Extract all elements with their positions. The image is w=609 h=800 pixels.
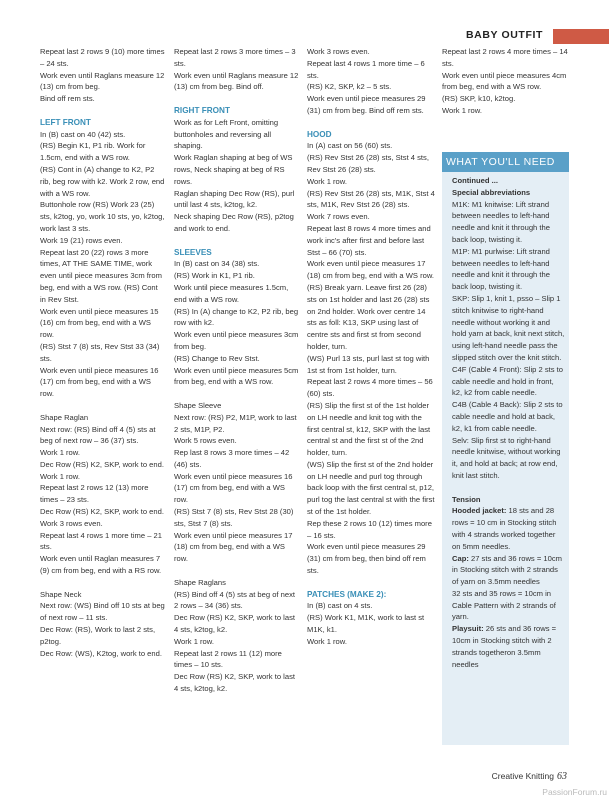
section-heading-hood: HOOD	[307, 129, 332, 139]
instruction-line: Work 19 (21) rows even.	[40, 235, 123, 245]
page-footer	[492, 771, 567, 782]
instruction-line: Bind off rem sts.	[40, 94, 95, 104]
instruction-line: (RS) SKP, k10, k2tog.	[442, 94, 516, 104]
instruction-line: Work 1 row.	[40, 448, 80, 458]
abbreviation-entry: C4B (Cable 4 Back): Slip 2 sts to cable needle and hold at back, k2, k1 from cable needle.	[452, 400, 563, 433]
instruction-line: Repeat last 20 (22) rows 3 more times, AT THE SAME TIME, work even until piece measures 3cm from beg, end with a WS row. (RS) Cont in Rev Stst.	[40, 247, 162, 304]
instruction-line: (RS) In (A) change to K2, P2 rib, beg row with k2.	[174, 306, 299, 328]
tension-text: 27 sts and 36 rows = 10cm in Stocking stitch with 2 strands of yarn on 3.5mm needles	[452, 553, 562, 587]
instruction-line: Dec Row (RS) K2, SKP, work to end.	[40, 459, 164, 469]
instruction-line: Work 3 rows even.	[307, 47, 370, 56]
instruction-line: Repeat last 2 rows 4 more times – 56 (60) sts.	[307, 377, 433, 399]
tension-entry	[452, 553, 565, 588]
instruction-line: Work 1 row.	[442, 105, 482, 115]
spacer	[174, 93, 299, 105]
section-title: BABY OUTFIT	[466, 29, 543, 41]
instruction-line: (RS) Cont in (A) change to K2, P2 rib, beg row with k2. Work 2 row, end with a WS row.	[40, 164, 165, 198]
column-1	[40, 46, 165, 659]
tension-label: Playsuit:	[452, 624, 484, 634]
tension-entry	[452, 588, 565, 623]
instruction-line: (RS) K2, SKP, k2 – 5 sts.	[307, 82, 392, 92]
page-number: 63	[557, 771, 567, 782]
instruction-line: Work 1 row.	[307, 176, 347, 186]
instruction-line: Dec Row (RS) K2, SKP, work to last 4 sts, k2tog, k2.	[174, 613, 295, 635]
section-header	[444, 27, 609, 45]
instruction-line: (RS) Bind off 4 (5) sts at beg of next 2 rows – 34 (36) sts.	[174, 589, 295, 611]
spacer	[174, 388, 299, 400]
instruction-line: (RS) Rev Stst 26 (28) sts, Stst 4 sts, Rev Stst 26 (28) sts.	[307, 153, 429, 174]
header-accent-bar	[553, 29, 609, 44]
instruction-line: In (A) cast on 56 (60) sts.	[307, 141, 393, 151]
instruction-line: Work even until piece measures 29 (31) cm from beg. Bind off rem sts.	[307, 94, 426, 115]
tension-entry	[452, 505, 565, 552]
instruction-line: Work Raglan shaping at beg of WS rows, Neck shaping at beg of RS rows.	[174, 153, 293, 186]
box-body	[442, 172, 569, 670]
tension-heading: Tension	[452, 494, 481, 504]
spacer	[40, 577, 165, 589]
instruction-line: Rep last 8 rows 3 more times – 42 (46) sts.	[174, 448, 290, 469]
column-2	[174, 46, 299, 695]
spacer	[307, 117, 435, 129]
instruction-line: Work even until piece measures 16 (17) cm from beg, end with a WS row.	[40, 365, 159, 399]
instruction-line: Work 1 row.	[307, 636, 347, 646]
instruction-line: Repeat last 4 rows 1 more time – 21 sts.	[40, 530, 162, 552]
instruction-line: Work even until piece measures 15 (16) cm from beg, end with a WS row.	[40, 306, 159, 340]
instruction-line: Next row: (WS) Bind off 10 sts at beg of next row – 11 sts.	[40, 601, 165, 623]
instruction-line: Work even until piece measures 4cm from beg, end with a WS row.	[442, 70, 567, 92]
abbreviation-entry: M1K: M1 knitwise: Lift strand between needles to left-hand needle and knit it through the back loop, twisting it.	[452, 199, 550, 244]
tension-text: 32 sts and 35 rows = 10cm in Cable Pattern with 2 strands of yarn.	[452, 588, 556, 622]
instruction-line: Repeat last 2 rows 11 (12) more times – 10 sts.	[174, 648, 282, 670]
instruction-line: Work as for Left Front, omitting buttonholes and reversing all shaping.	[174, 117, 279, 151]
instruction-line: In (B) cast on 34 (38) sts.	[174, 259, 260, 269]
instruction-line: Work even until piece measures 17 (18) cm from beg, end with a WS row.	[174, 530, 293, 564]
abbreviation-entry: C4F (Cable 4 Front): Slip 2 sts to cable needle and hold in front, k2, k2 from cable needle.	[452, 364, 563, 398]
box-title: WHAT YOU'LL NEED	[442, 152, 569, 172]
instruction-line: (RS) Break yarn. Leave first 26 (28) sts on 1st holder and last 26 (28) sts on 2nd holder. Work over centre 14 sts as foll: K13, SKP using last of centre sts and first st from second holder, turn.	[307, 282, 430, 351]
instruction-line: Shape Sleeve	[174, 400, 222, 410]
tension-entry	[452, 623, 565, 670]
instruction-line: Repeat last 4 rows 1 more time – 6 sts.	[307, 58, 425, 80]
instruction-line: (RS) Slip the first st of the 1st holder on LH needle and knit tog with the first central st, k12, SKP with the last central st and the first st of the 2nd holder, turn.	[307, 400, 431, 458]
instruction-line: Work even until piece measures 3cm from beg.	[174, 330, 299, 351]
instruction-line: (RS) Begin K1, P1 rib. Work for 1.5cm, end with a WS row.	[40, 141, 146, 163]
box-continued: Continued ...	[452, 176, 498, 185]
instruction-line: Dec Row: (RS), Work to last 2 sts, p2tog.	[40, 625, 156, 646]
instruction-line: Work 1 row.	[40, 471, 80, 481]
instruction-line: Next row: (RS) Bind off 4 (5) sts at beg of next row – 36 (37) sts.	[40, 424, 156, 446]
instruction-line: Shape Raglan	[40, 412, 89, 422]
instruction-line: Shape Neck	[40, 589, 82, 599]
instruction-line: Dec Row (RS) K2, SKP, work to last 4 sts, k2tog, k2.	[174, 672, 295, 694]
section-heading-sleeves: SLEEVES	[174, 247, 212, 257]
instruction-line: Buttonhole row (RS) Work 23 (25) sts, k2tog, yo, work 10 sts, yo, k2tog, work last 3 sts.	[40, 200, 165, 233]
abbreviation-entry: M1P: M1 purlwise: Lift strand between needles to left-hand needle and knit it through the back loop, twisting it.	[452, 246, 550, 292]
instruction-line: Repeat last 2 rows 12 (13) more times – 23 sts.	[40, 483, 149, 505]
instruction-line: (RS) Change to Rev Stst.	[174, 353, 260, 363]
instruction-line: Work 7 rows even.	[307, 212, 370, 222]
instruction-line: (RS) Work K1, M1K, work to last st M1K, k1.	[307, 613, 425, 635]
abbreviations-heading: Special abbreviations	[452, 187, 531, 197]
instruction-line: Work even until piece measures 17 (18) cm from beg, end with a WS row.	[307, 259, 435, 281]
watermark: PassionForum.ru	[542, 787, 607, 797]
instruction-line: Work even until piece measures 5cm from beg, end with a WS row.	[174, 365, 299, 387]
tension-list	[452, 505, 565, 670]
instruction-line: Dec Row: (WS), K2tog, work to end.	[40, 648, 162, 658]
tension-label: Cap:	[452, 553, 469, 563]
instruction-line: (WS) Slip the first st of the 2nd holder on LH needle and purl tog through back loop with the first central st, p12, purl tog the last central st with the first st of the 1st holder.	[307, 459, 435, 517]
spacer	[307, 577, 435, 589]
instruction-line: Repeat last 8 rows 4 more times and work inc's after first and before last Stst – 66 (70) sts.	[307, 223, 431, 257]
instruction-line: Work even until Raglans measure 12 (13) cm from beg. Bind off.	[174, 70, 299, 92]
instruction-line: Work even until piece measures 29 (31) cm from beg, then bind off rem sts.	[307, 542, 426, 576]
abbreviations-list	[452, 199, 565, 482]
instruction-line: (WS) Purl 13 sts, purl last st tog with 1st st from 1st holder, turn.	[307, 353, 430, 375]
instruction-line: Raglan shaping Dec Row (RS), purl until last 4 sts, k2tog, k2.	[174, 188, 295, 210]
instruction-line: Rep these 2 rows 10 (12) times more – 16 sts.	[307, 518, 432, 540]
instruction-line: In (B) cast on 40 (42) sts.	[40, 129, 126, 139]
spacer	[40, 400, 165, 412]
instruction-line: Shape Raglans	[174, 577, 226, 587]
instruction-line: Dec Row (RS) K2, SKP, work to end.	[40, 507, 164, 517]
instruction-line: (RS) Stst 7 (8) sts, Rev Stst 28 (30) sts, Stst 7 (8) sts.	[174, 507, 294, 528]
section-heading-right-front: RIGHT FRONT	[174, 105, 230, 115]
instruction-line: (RS) Rev Stst 26 (28) sts, M1K, Stst 4 sts, M1K, Rev Stst 26 (28) sts.	[307, 188, 435, 210]
tension-text: 18 sts and 28 rows = 10 cm in Stocking stitch with 4 strands worked together on 5mm needles.	[452, 506, 557, 551]
instruction-line: Repeat last 2 rows 3 more times – 3 sts.	[174, 47, 296, 68]
magazine-name: Creative Knitting	[491, 771, 554, 781]
instruction-line: Work until piece measures 1.5cm, end with a WS row.	[174, 282, 289, 304]
instruction-line: (RS) Work in K1, P1 rib.	[174, 271, 255, 281]
instruction-line: Neck shaping Dec Row (RS), p2tog and work to end.	[174, 212, 294, 233]
instruction-line: Repeat last 2 rows 9 (10) more times – 24 sts.	[40, 47, 165, 68]
column-4	[442, 46, 570, 117]
what-youll-need-box	[442, 152, 569, 745]
tension-label: Hooded jacket:	[452, 506, 507, 516]
spacer	[174, 235, 299, 247]
instruction-line: Work even until Raglan measures 7 (9) cm from beg, end with a RS row.	[40, 554, 162, 576]
instruction-line: Work even until Raglans measure 12 (13) cm from beg.	[40, 70, 165, 92]
tension-text: 26 sts and 36 rows = 10cm in Stocking stitch with 2 strands togetheron 3.5mm needles	[452, 624, 557, 669]
instruction-line: (RS) Stst 7 (8) sts, Rev Stst 33 (34) sts.	[40, 341, 160, 363]
instruction-line: In (B) cast on 4 sts.	[307, 601, 373, 611]
spacer	[174, 565, 299, 577]
spacer	[40, 105, 165, 117]
section-heading-left-front: LEFT FRONT	[40, 117, 91, 127]
instruction-line: Work even until piece measures 16 (17) cm from beg, end with a WS row.	[174, 471, 293, 505]
abbreviation-entry: Selv: Slip first st to right-hand needle knitwise, without working it, and hold at back; at row end, knit last stitch.	[452, 435, 561, 480]
instruction-line: Work 3 rows even.	[40, 518, 103, 528]
abbreviation-entry: SKP: Slip 1, knit 1, psso – Slip 1 stitch knitwise to right-hand needle without working it and hold yarn at back, knit next stitch, using left-hand needle pass the slipped stitch over the knit stitch.	[452, 293, 565, 362]
instruction-line: Work 5 rows even.	[174, 436, 237, 446]
instruction-line: Next row: (RS) P2, M1P, work to last 2 sts, M1P, P2.	[174, 412, 297, 434]
instruction-line: Work 1 row.	[174, 636, 214, 646]
column-3	[307, 46, 435, 648]
section-heading-patches-make-2: PATCHES (MAKE 2):	[307, 589, 387, 599]
instruction-line: Repeat last 2 rows 4 more times – 14 sts.	[442, 47, 568, 68]
